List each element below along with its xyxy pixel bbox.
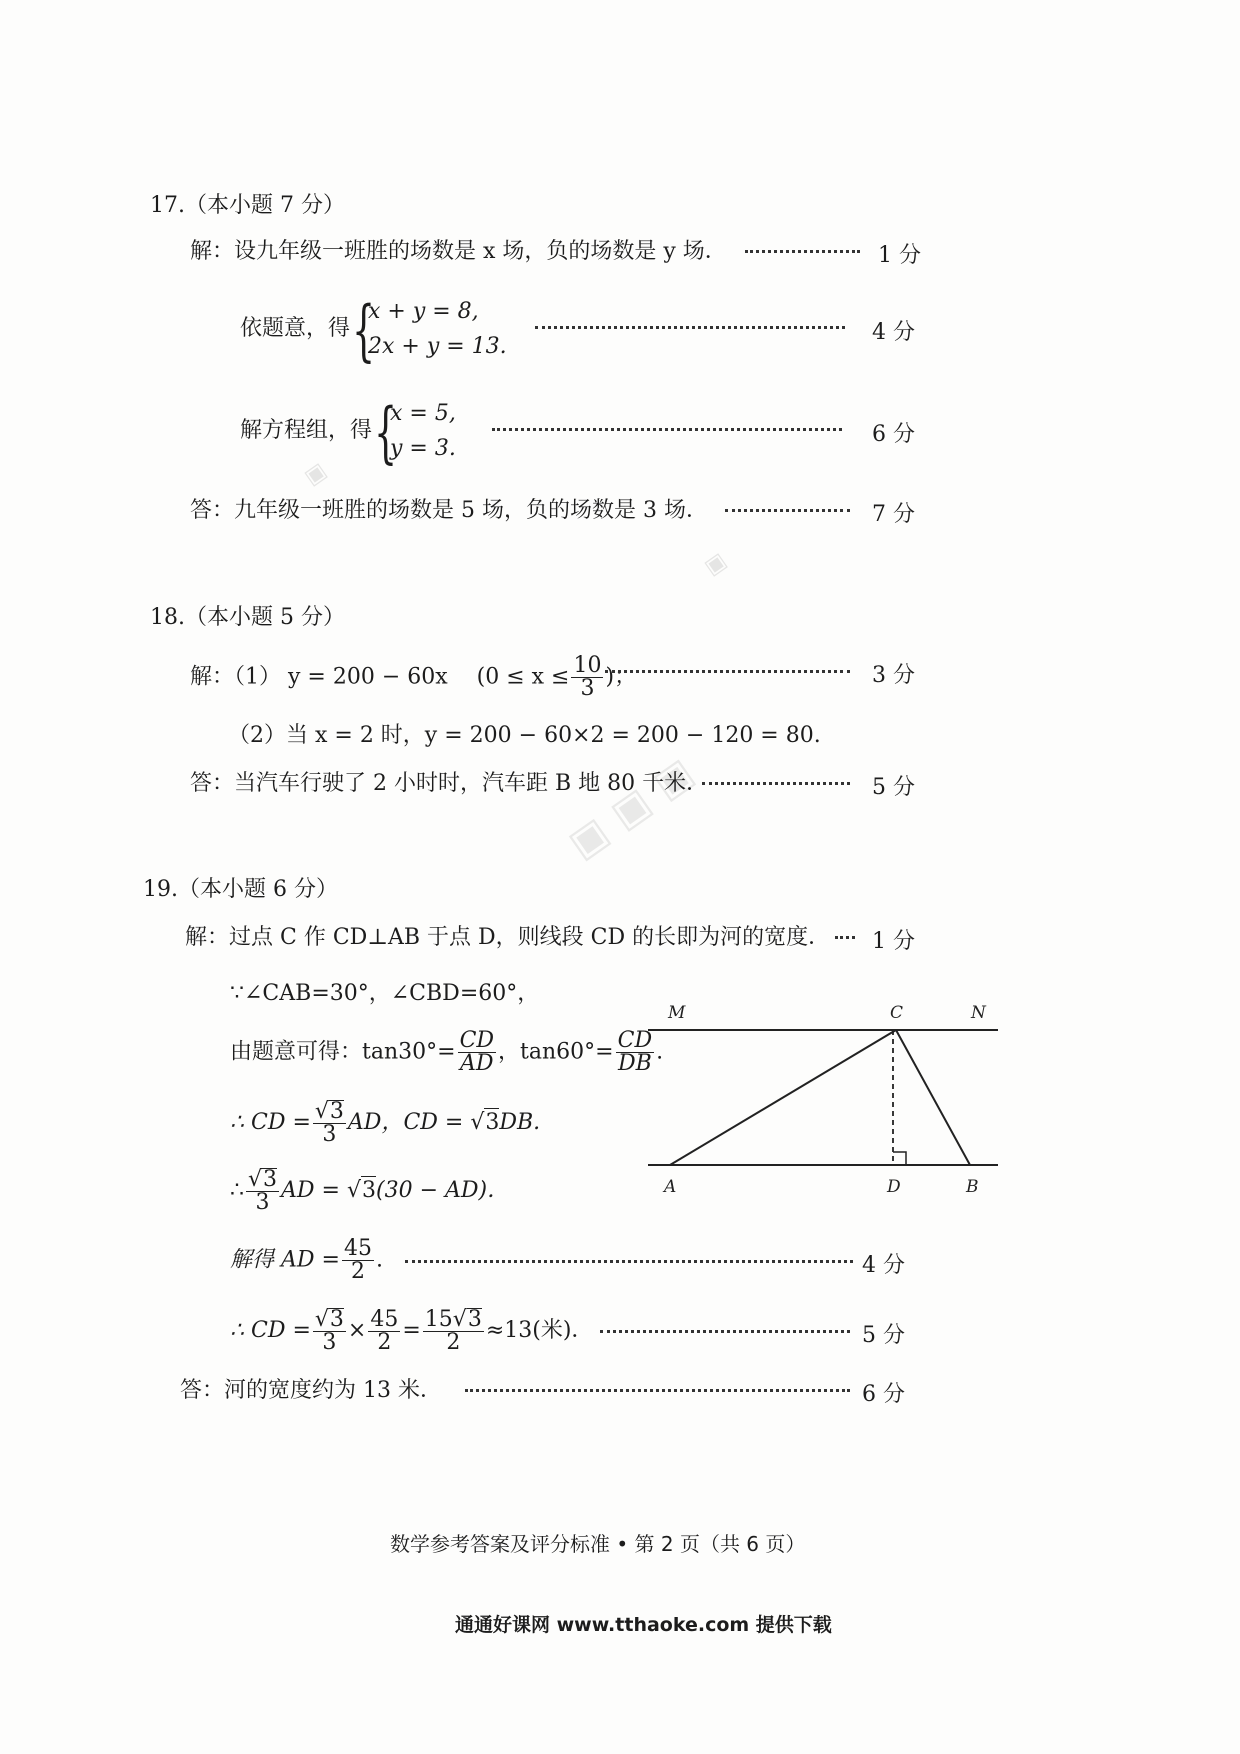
q17-setup: 解：设九年级一班胜的场数是 x 场，负的场数是 y 场． bbox=[190, 239, 727, 264]
q19-tan: 由题意可得：tan30°= $\frac{CD}{AD}$ ，tan60°= $\frac{CD}{DB}$ . bbox=[230, 1028, 664, 1076]
fraction: $\frac{CD}{AD}$ bbox=[459, 1028, 495, 1076]
q19-cd: ∴ CD = $\frac{√3}{3}$ AD，CD = √3DB. bbox=[230, 1099, 541, 1147]
leader-dots bbox=[835, 936, 855, 939]
q17-intro: 依题意，得 bbox=[240, 316, 351, 341]
label-a: A bbox=[664, 1177, 677, 1197]
q19-given: ∵∠CAB=30°，∠CBD=60°， bbox=[230, 981, 540, 1006]
score: 5 分 bbox=[872, 775, 915, 800]
q19-result: ∴ CD = $\frac{√3}{3}$ × $\frac{45}{2}$ = $\frac{15√3}{2}$ ≈13(米)． bbox=[230, 1306, 594, 1355]
score: 1 分 bbox=[878, 243, 921, 268]
equation: x = 5, bbox=[390, 401, 456, 426]
q19-answer: 答：河的宽度约为 13 米． bbox=[180, 1378, 442, 1403]
segment-ac bbox=[670, 1030, 896, 1165]
fraction: $\frac{√3}{3}$ bbox=[314, 1307, 344, 1355]
score: 4 分 bbox=[862, 1253, 905, 1278]
q18-heading: 18.（本小题 5 分） bbox=[150, 605, 345, 630]
leader-dots bbox=[702, 782, 850, 785]
label-d: D bbox=[887, 1177, 901, 1197]
leader-dots bbox=[492, 428, 842, 431]
q18-part1: 解：（1） y = 200 − 60x (0 ≤ x ≤ $\frac{10}{3}$ )； bbox=[190, 653, 637, 701]
q17-intro: 解方程组，得 bbox=[240, 418, 373, 443]
q19-equation: ∴ $\frac{√3}{3}$ AD = √3(30 − AD)． bbox=[230, 1167, 510, 1215]
q17-heading: 17.（本小题 7 分） bbox=[150, 193, 345, 218]
page-footer: 数学参考答案及评分标准 • 第 2 页（共 6 页） bbox=[390, 1532, 806, 1556]
leader-dots bbox=[405, 1260, 853, 1263]
score: 6 分 bbox=[872, 422, 915, 447]
brace: { bbox=[374, 394, 398, 471]
score: 1 分 bbox=[872, 929, 915, 954]
q18-part1-text: 解：（1） y = 200 − 60x (0 ≤ x ≤ bbox=[190, 664, 570, 690]
q19-setup: 解：过点 C 作 CD⊥AB 于点 D，则线段 CD 的长即为河的宽度． bbox=[185, 925, 831, 950]
fraction: $\frac{√3}{3}$ bbox=[314, 1099, 344, 1147]
fraction: $\frac{CD}{DB}$ bbox=[617, 1028, 653, 1076]
leader-dots bbox=[745, 250, 860, 253]
source-footer: 通通好课网 www.tthaoke.com 提供下载 bbox=[455, 1614, 832, 1636]
score: 3 分 bbox=[872, 663, 915, 688]
q17-answer: 答：九年级一班胜的场数是 5 场，负的场数是 3 场． bbox=[190, 498, 708, 523]
score: 7 分 bbox=[872, 502, 915, 527]
fraction: $\frac{10}{3}$ bbox=[573, 653, 602, 701]
q19-ad: 解得 AD = $\frac{45}{2}$ . bbox=[230, 1236, 383, 1284]
watermark: ▣ bbox=[700, 548, 732, 581]
leader-dots bbox=[605, 670, 850, 673]
equation: x + y = 8, bbox=[368, 299, 479, 324]
label-m: M bbox=[668, 1003, 686, 1023]
score: 5 分 bbox=[862, 1323, 905, 1348]
leader-dots bbox=[725, 509, 850, 512]
fraction: $\frac{45}{2}$ bbox=[370, 1306, 399, 1355]
fraction: $\frac{15√3}{2}$ bbox=[424, 1307, 482, 1355]
fraction: $\frac{√3}{3}$ bbox=[248, 1167, 278, 1215]
river-diagram bbox=[640, 1000, 1010, 1210]
q19-heading: 19.（本小题 6 分） bbox=[143, 877, 338, 902]
equation: y = 3. bbox=[390, 436, 456, 461]
label-b: B bbox=[966, 1177, 979, 1197]
watermark: ▣ bbox=[300, 458, 332, 491]
leader-dots bbox=[535, 326, 845, 329]
fraction: $\frac{45}{2}$ bbox=[343, 1236, 372, 1284]
score: 4 分 bbox=[872, 320, 915, 345]
leader-dots bbox=[465, 1389, 850, 1392]
leader-dots bbox=[600, 1330, 850, 1333]
segment-bc bbox=[896, 1030, 970, 1165]
watermark: ▣ ▣ ▣ bbox=[560, 748, 703, 868]
label-c: C bbox=[890, 1003, 904, 1023]
right-angle-mark bbox=[893, 1152, 906, 1165]
equation: 2x + y = 13. bbox=[368, 334, 507, 359]
brace: { bbox=[352, 292, 376, 369]
label-n: N bbox=[971, 1003, 986, 1023]
q18-answer: 答：当汽车行驶了 2 小时时，汽车距 B 地 80 千米． bbox=[190, 771, 709, 796]
score: 6 分 bbox=[862, 1382, 905, 1407]
q18-part2: （2）当 x = 2 时，y = 200 − 60×2 = 200 − 120 = 80. bbox=[228, 723, 821, 748]
